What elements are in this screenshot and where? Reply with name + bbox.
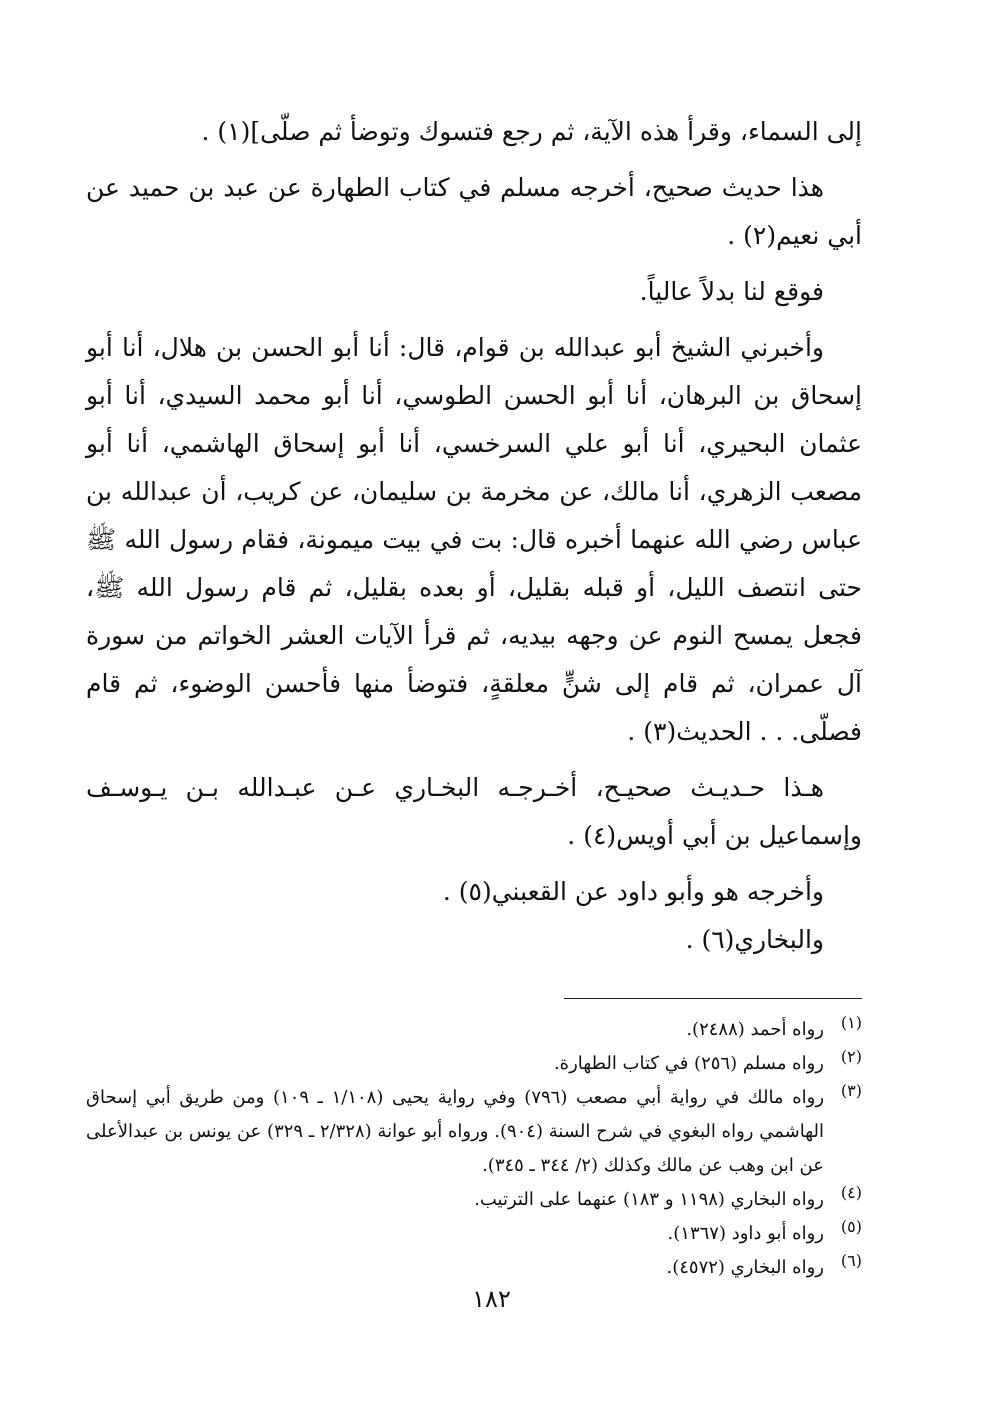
footnote-number: (٥) <box>840 1217 862 1236</box>
footnote-number: (٦) <box>840 1251 862 1270</box>
footnote-6 <box>86 1251 862 1285</box>
footnote-4 <box>86 1183 862 1217</box>
footnote-number: (١) <box>840 1013 862 1032</box>
footnote-text: رواه أبو داود (١٣٦٧). <box>667 1223 824 1244</box>
footnote-separator <box>564 998 862 999</box>
page-number: ١٨٢ <box>472 1285 511 1313</box>
paragraph-3: فوقع لنا بدلاً عالياً. <box>639 277 824 306</box>
paragraph-5: هـذا حـديـث صحيـح، أخـرجـه البخـاري عـن عبـدالله بـن يـوسـف وإسماعيل بن أبي أويس(٤) . <box>86 773 862 850</box>
footnote-number: (٤) <box>840 1183 862 1202</box>
document-page <box>86 108 862 1348</box>
footnote-text: رواه مالك في رواية أبي مصعب (٧٩٦) وفي رواية يحيى (١/١٠٨ ـ ١٠٩) ومن طريق أبي إسحاق الهاشمي رواه البغوي في شرح السنة (٩٠٤). ورواه أبو عوانة (٢/٣٢٨ ـ ٣٢٩) عن يونس بن عبدالأعلى عن ابن وهب عن مالك وكذلك (٢/ ٣٤٤ ـ ٣٤٥). <box>86 1087 825 1176</box>
footnote-number: (٣) <box>840 1081 862 1100</box>
paragraph-1: إلى السماء، وقرأ هذه الآية، ثم رجع فتسوك وتوضأ ثم صلّى](١) . <box>201 117 862 146</box>
footnote-text: رواه مسلم (٢٥٦) في كتاب الطهارة. <box>553 1053 824 1074</box>
footnote-number: (٢) <box>840 1047 862 1066</box>
paragraph-6: وأخرجه هو وأبو داود عن القعبني(٥) . <box>442 877 824 906</box>
footnote-1 <box>86 1013 862 1047</box>
main-text <box>86 108 862 964</box>
footnote-2 <box>86 1047 862 1081</box>
footnote-5 <box>86 1217 862 1251</box>
footnote-text: رواه البخاري (٤٥٧٢). <box>666 1257 824 1278</box>
paragraph-7: والبخاري(٦) . <box>685 925 824 954</box>
footnote-text: رواه البخاري (١١٩٨ و ١٨٣) عنهما على الترتيب. <box>474 1189 824 1210</box>
footnote-3 <box>86 1081 862 1183</box>
paragraph-2: هذا حديث صحيح، أخرجه مسلم في كتاب الطهارة عن عبد بن حميد عن أبي نعيم(٢) . <box>86 173 862 250</box>
footnote-text: رواه أحمد (٢٤٨٨). <box>686 1019 824 1040</box>
paragraph-4: وأخبرني الشيخ أبو عبدالله بن قوام، قال: أنا أبو الحسن بن هلال، أنا أبو إسحاق بن البرهان، أنا أبو الحسن الطوسي، أنا أبو محمد السيدي، أنا أبو عثمان البحيري، أنا أبو علي السرخسي، أنا أبو إسحاق الهاشمي، أنا أبو مصعب الزهري، أنا مالك، عن مخرمة بن سليمان، عن كريب، أن عبدالله بن عباس رضي الله عنهما أخبره قال: بت في بيت ميمونة، فقام رسول الله ﷺ حتى انتصف الليل، أو قبله بقليل، أو بعده بقليل، ثم قام رسول الله ﷺ، فجعل يمسح النوم عن وجهه بيديه، ثم قرأ الآيات العشر الخواتم من سورة آل عمران، ثم قام إلى شنٍّ معلقةٍ، فتوضأ منها فأحسن الوضوء، ثم قام فصلّى. . . الحديث(٣) . <box>86 333 862 746</box>
footnotes <box>86 1013 862 1285</box>
